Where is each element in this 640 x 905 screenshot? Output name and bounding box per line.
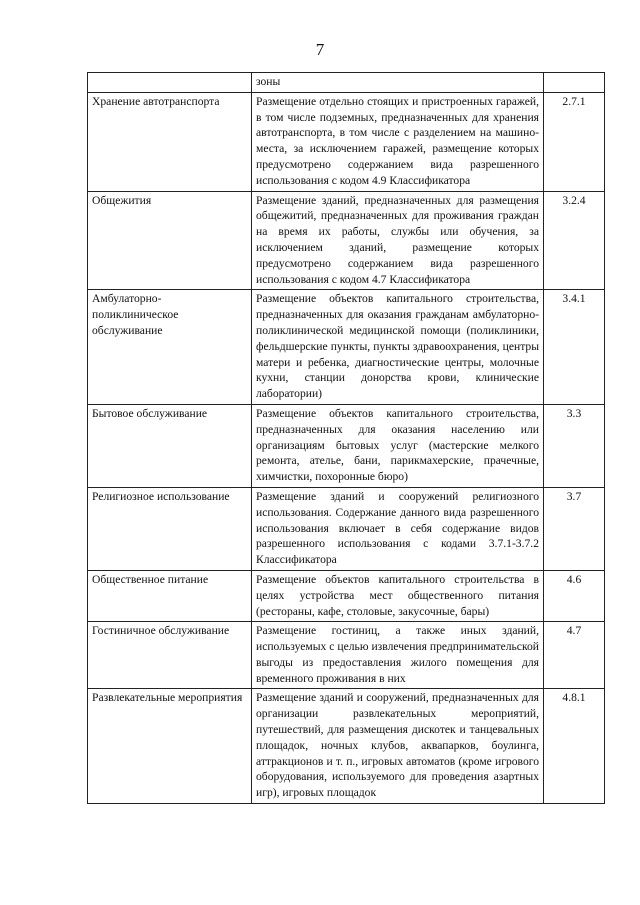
description-cell: Размещение зданий и сооружений, предназначенных для организации развлекательных мероприятий, путешествий, для размещения дискотек и танцевальных площадок, ночных клубов, аквапарков, боулинга, аттракционов и т. п., игровых автоматов (кроме игрового оборудования, используемого для проведения азартных игр), игровых площадок bbox=[252, 689, 544, 804]
description-cell: Размещение объектов капитального строительства в целях устройства мест общественного питания (рестораны, кафе, столовые, закусочные, бары) bbox=[252, 570, 544, 621]
code-cell: 2.7.1 bbox=[544, 92, 605, 191]
description-cell: зоны bbox=[252, 73, 544, 93]
use-type-cell: Религиозное использование bbox=[88, 487, 252, 570]
use-type-cell: Общественное питание bbox=[88, 570, 252, 621]
table-row bbox=[88, 487, 605, 570]
code-cell: 4.6 bbox=[544, 570, 605, 621]
code-cell: 3.4.1 bbox=[544, 290, 605, 405]
code-cell: 4.7 bbox=[544, 622, 605, 689]
use-type-cell: Развлекательные мероприятия bbox=[88, 689, 252, 804]
use-type-cell bbox=[88, 73, 252, 93]
land-use-table bbox=[87, 72, 605, 804]
description-cell: Размещение гостиниц, а также иных зданий, используемых с целью извлечения предпринимательской выгоды из предоставления жилого помещения для временного проживания в них bbox=[252, 622, 544, 689]
code-cell: 3.7 bbox=[544, 487, 605, 570]
code-cell: 3.3 bbox=[544, 404, 605, 487]
description-cell: Размещение объектов капитального строительства, предназначенных для оказания населению или организациям бытовых услуг (мастерские мелкого ремонта, ателье, бани, парикмахерские, прачечные, химчистки, похоронные бюро) bbox=[252, 404, 544, 487]
table-row bbox=[88, 570, 605, 621]
table-row bbox=[88, 191, 605, 290]
code-cell: 3.2.4 bbox=[544, 191, 605, 290]
use-type-cell: Общежития bbox=[88, 191, 252, 290]
code-cell bbox=[544, 73, 605, 93]
use-type-cell: Бытовое обслуживание bbox=[88, 404, 252, 487]
table-row bbox=[88, 622, 605, 689]
table-row bbox=[88, 689, 605, 804]
use-type-cell: Амбулаторно-поликлиническое обслуживание bbox=[88, 290, 252, 405]
use-type-cell: Хранение автотранспорта bbox=[88, 92, 252, 191]
use-type-cell: Гостиничное обслуживание bbox=[88, 622, 252, 689]
description-cell: Размещение зданий, предназначенных для размещения общежитий, предназначенных для проживания граждан на время их работы, службы или обучения, за исключением зданий, размещение которых предусмотрено содержанием вида разрешенного использования с кодом 4.7 Классификатора bbox=[252, 191, 544, 290]
table-row bbox=[88, 92, 605, 191]
table-row-continuation bbox=[88, 73, 605, 93]
description-cell: Размещение отдельно стоящих и пристроенных гаражей, в том числе подземных, предназначенных для хранения автотранспорта, в том числе с разделением на машино-места, за исключением гаражей, размещение которых предусмотрено содержанием вида разрешенного использования с кодом 4.9 Классификатора bbox=[252, 92, 544, 191]
page-number: 7 bbox=[315, 40, 325, 59]
description-cell: Размещение объектов капитального строительства, предназначенных для оказания гражданам амбулаторно-поликлинической медицинской помощи (поликлиники, фельдшерские пункты, пункты здравоохранения, центры матери и ребенка, диагностические центры, молочные кухни, станции донорства крови, клинические лаборатории) bbox=[252, 290, 544, 405]
table-row bbox=[88, 290, 605, 405]
code-cell: 4.8.1 bbox=[544, 689, 605, 804]
description-cell: Размещение зданий и сооружений религиозного использования. Содержание данного вида разрешенного использования включает в себя содержание видов разрешенного использования с кодами 3.7.1-3.7.2 Классификатора bbox=[252, 487, 544, 570]
table-row bbox=[88, 404, 605, 487]
